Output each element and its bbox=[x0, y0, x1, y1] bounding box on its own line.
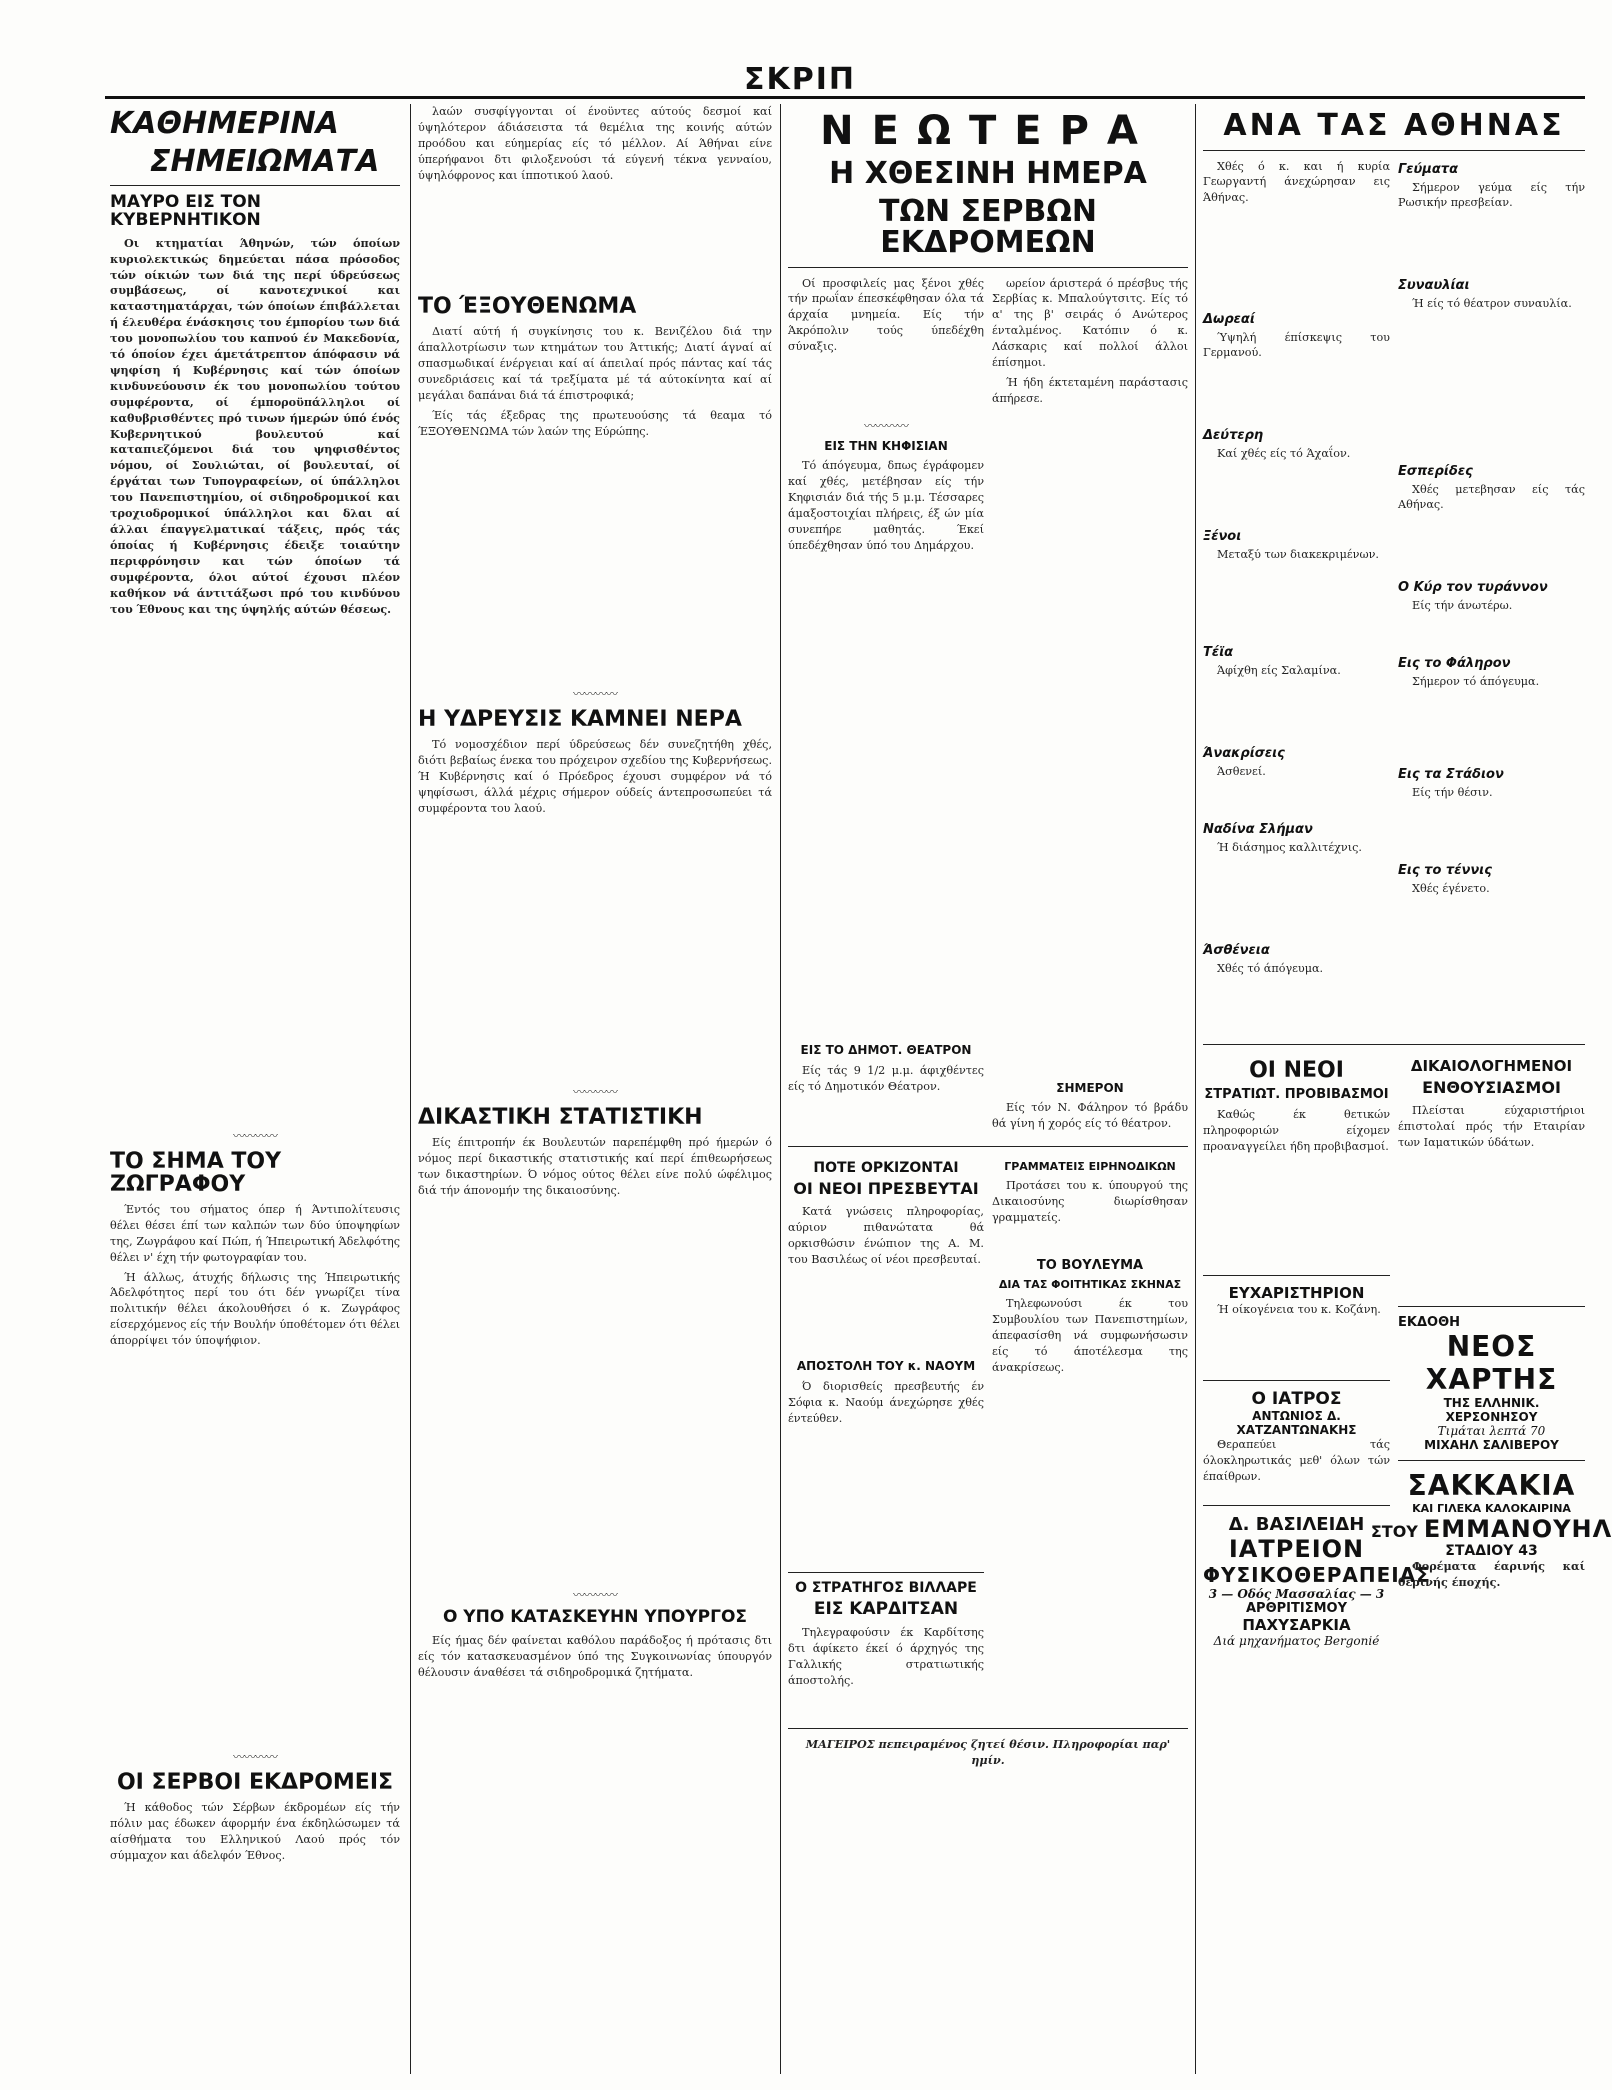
thanks-notice bbox=[1203, 1284, 1390, 1372]
map-ad bbox=[1398, 1315, 1585, 1452]
subheading: ΕΙΣ ΤΗΝ ΚΗΦΙΣΙΑΝ bbox=[824, 438, 948, 453]
article-body: Είς τόν Ν. Φάληρον τό βράδυ θά γίνη ή χορός είς τό θέατρον. bbox=[992, 1101, 1188, 1130]
item-body: Ύψηλή έπίσκεψις του Γερμανού. bbox=[1203, 330, 1390, 360]
headline: Ο ΣΤΡΑΤΗΓΟΣ ΒΙΛΛΑΡΕ bbox=[795, 1579, 977, 1596]
divider bbox=[1203, 1380, 1390, 1381]
coats-body: Φορέματα έαρινής καί θερινής έποχής. bbox=[1398, 1559, 1585, 1589]
item-heading: Δωρεαί bbox=[1203, 311, 1255, 327]
article-heading: ΤΟ ΈΞΟΥΘΕΝΩΜΑ bbox=[418, 294, 637, 319]
item-body: Είς τήν άνωτέρω. bbox=[1412, 598, 1513, 612]
divider bbox=[788, 267, 1188, 268]
map-publisher: ΜΙΧΑΗΛ ΣΑΛΙΒΕΡΟΥ bbox=[1424, 1438, 1559, 1453]
column-3 bbox=[788, 104, 1188, 2074]
headline: ΤΩΝ ΣΕΡΒΩΝ ΕΚΔΡΟΜΕΩΝ bbox=[879, 193, 1097, 260]
clinic-owner: Δ. ΒΑΣΙΛΕΙΔΗ bbox=[1228, 1514, 1365, 1536]
item-heading: Εις το Φάληρον bbox=[1398, 655, 1511, 671]
headline: ΔΙΚΑΙΟΛΟΓΗΜΕΝΟΙ bbox=[1410, 1056, 1573, 1075]
item-heading: Γεύματα bbox=[1398, 161, 1459, 177]
separator-ornament: 〰〰〰〰 bbox=[232, 1749, 277, 1764]
article-body: Τό άπόγευμα, δπως έγράφομεν καί χθές, μετέβησαν είς τήν Κηφισιάν διά τής 5 μ.μ. Τέσσαρες άμαξοστοιχίαι πλήρεις, έξ ών μία συνεπήρε μαθητάς. Έκεί ύπεδέχθησαν ύπό του Δημάρχου. bbox=[788, 459, 984, 552]
shop-address: ΣΤΑΔΙΟΥ 43 bbox=[1445, 1543, 1538, 1560]
column-separator bbox=[1195, 104, 1196, 2074]
article-body: λαών συσφίγγονται οί ένοϋντες αύτούς δεσμοί καί ύψηλότερον άδιάσειστα τά θεμέλια της κοινής αύτών προόδου και εύημερίας είς τό μέλλον. Αί Άθήναι είνε ύπερήφανοι δτι φιλοξενούσι τά εύγενή τέκνα γενναίου, ύψηλόφρονος και ίπποτικού λαού. bbox=[418, 105, 772, 182]
headline: ΟΙ ΝΕΟΙ ΠΡΕΣΒΕΥΤΑΙ bbox=[793, 1179, 979, 1199]
thanks-body: Ή οίκογένεια του κ. Κοζάνη. bbox=[1217, 1303, 1381, 1317]
doctor-body: Θεραπεύει τάς όλοκληρωτικάς μεθ' όλων τών έπαίθρων. bbox=[1203, 1438, 1390, 1484]
item-heading: Δεύτερη bbox=[1203, 427, 1264, 443]
separator-ornament: 〰〰〰〰 bbox=[572, 687, 617, 702]
coats-ad bbox=[1370, 1469, 1612, 1679]
article-body: Χθές ό κ. και ή κυρία Γεωργαντή άνεχώρησαν εις Άθήνας. bbox=[1203, 159, 1390, 205]
article-body: Διατί αύτή ή συγκίνησις του κ. Βενιζέλου διά την άπαλλοτρίωσιν των κτημάτων του Άττικής; Διατί άγναί αί σπασμωδικαί ένέργειαι καί αί άπειλαί πρός πάντας καί τάς συνεδριάσεις καί τά τρεξίματα μέ τά αύτοκίνητα καί αί μεγάλαι δαπάναι διά τά έπιστροφικά; Έίς τάς έξεδρας της πρωτευούσης τά θεαμα τό ΈΞΟΥΘΕΝΩΜΑ τών λαών της Εύρώπης. bbox=[418, 325, 772, 438]
clinic-subtitle: ΦΥΣΙΚΟΘΕΡΑΠΕΙΑΣ bbox=[1203, 1563, 1431, 1588]
clinic-item: ΑΡΘΡΙΤΙΣΜΟΥ bbox=[1246, 1601, 1347, 1617]
headline: ΓΡΑΜΜΑΤΕΙΣ ΕΙΡΗΝΟΔΙΚΩΝ bbox=[1004, 1159, 1176, 1173]
clinic-item: ΠΑΧΥΣΑΡΚΙΑ bbox=[1242, 1616, 1351, 1635]
shop-at: ΣΤΟΥ bbox=[1370, 1522, 1418, 1542]
headline: ΑΠΟΣΤΟΛΗ ΤΟΥ κ. ΝΑΟΥΜ bbox=[796, 1359, 976, 1374]
item-heading: Ναδίνα Σλήμαν bbox=[1203, 821, 1313, 837]
divider bbox=[788, 1728, 1188, 1729]
masthead: ΣΚΡΙΠ bbox=[744, 62, 856, 97]
column-2 bbox=[418, 104, 772, 2074]
divider bbox=[1203, 1505, 1390, 1506]
headline: Η ΧΘΕΣΙΝΗ ΗΜΕΡΑ bbox=[829, 156, 1147, 191]
map-price: Τιμάται λεπτά 70 bbox=[1437, 1424, 1546, 1439]
doctor-ad bbox=[1203, 1389, 1390, 1497]
map-subtitle: ΤΗΣ ΕΛΛΗΝΙΚ. ΧΕΡΣΟΝΗΣΟΥ bbox=[1443, 1396, 1540, 1425]
headline: ΠΟΤΕ ΟΡΚΙΖΟΝΤΑΙ bbox=[813, 1159, 959, 1176]
item-heading: Εις τα Στάδιον bbox=[1398, 766, 1504, 782]
divider bbox=[1203, 150, 1585, 151]
item-body: Ή είς τό θέατρον συναυλία. bbox=[1412, 296, 1572, 310]
item-heading: Ξένοι bbox=[1203, 528, 1242, 544]
separator-ornament: 〰〰〰〰 bbox=[232, 1128, 277, 1143]
article-body: Τηλεφωνούσι έκ του Συμβουλίου των Πανεπιστημίων, άπεφασίσθη νά συμφωνήσωσιν είς τό άποτέλεσμα της άνακρίσεως. bbox=[992, 1297, 1188, 1375]
doctor-name: ΑΝΤΩΝΙΟΣ Δ. ΧΑΤΖΑΝΤΩΝΑΚΗΣ bbox=[1236, 1409, 1357, 1438]
item-body: Καί χθές είς τό Άχαΐον. bbox=[1217, 446, 1351, 460]
article-heading: Η ΥΔΡΕΥΣΙΣ ΚΑΜΝΕΙ ΝΕΡΑ bbox=[418, 707, 742, 733]
section-title-notes: ΣΗΜΕΙΩΜΑΤΑ bbox=[150, 143, 380, 179]
item-body: Σήμερον γεύμα είς τήν Ρωσικήν πρεσβείαν. bbox=[1398, 180, 1585, 210]
article-heading: ΤΟ ΣΗΜΑ ΤΟΥ ΖΩΓΡΑΦΟΥ bbox=[110, 1148, 282, 1197]
item-heading: Άνακρίσεις bbox=[1203, 745, 1285, 761]
headline: ΔΙΑ ΤΑΣ ΦΟΙΤΗΤΙΚΑΣ ΣΚΗΝΑΣ bbox=[998, 1277, 1182, 1291]
item-heading: Εις το τέννις bbox=[1398, 862, 1492, 878]
article-body: Οι κτηματίαι Άθηνών, τών όποίων κυριολεκτικώς δημεύεται πάσα πρόσοδος τών οίκιών των διά της περί ύδρεύσεως συμβάσεως, οί κανοτεχνικοί και καταστηματάρχαι, τών όποίων έπιβάλλεται ή έλευθέρα ένάσκησις του έμπορίου των διά του μονοπωλίου του καπνού έν Μακεδονία, τό όποίον έχει άμετάτρεπτον άπόφασιν νά ψηφίση ή Κυβέρνησις καί τών όποίων κινδυνεύουσιν έκ του μονοπωλίου τούτου συμφέροντα, οί έμποροϋπάλληλοι οί καθυβρισθέντες πρό τινων ήμερών ύπό ένός Κυβερνητικού βουλευτού καί καταπιεζόμενοι διά του ψηφισθέντος νόμου, οί Σουλιώται, οί βουλευταί, οί έργάται των Τυπογραφείων, οί ύπάλληλοι του Πανεπιστημίου, οί σιδηροδρομικοί και τροχιοδρομικοί ύπάλληλοι και δλαι αί άλλαι έπαγγελματικαί τάξεις, πρός τάς όποίας ή Κυβέρνησις έδειξε τοιαύτην περιφρόνησιν και τών όποίων τά συμφέροντα, όλοι αύτοί έχουσι πλέον καθήκον νά άντιτάξωσι πρό του κινδύνου του Έθνους και της ύψηλής αύτών θέσεως. bbox=[110, 235, 400, 616]
item-body: Χθές τό άπόγευμα. bbox=[1217, 961, 1324, 975]
column-4 bbox=[1203, 104, 1612, 2074]
section-title: ΑΝΑ ΤΑΣ ΑΘΗΝΑΣ bbox=[1223, 108, 1565, 143]
divider bbox=[1398, 1306, 1585, 1307]
doctor-title: Ο ΙΑΤΡΟΣ bbox=[1251, 1389, 1342, 1410]
clinic-address: 3 — Οδός Μασσαλίας — 3 bbox=[1208, 1587, 1385, 1602]
article-body: Τό νομοσχέδιον περί ύδρεύσεως δέν συνεζητήθη χθές, διότι βεβαίως ένεκα του πρόχειρον σχεδίου της Κυβερνήσεως. Ή Κυβέρνησις καί ό Πρόεδρος έχουσι συμφέρον νά τό ψηφίσωσι, άλλά μέχρις σήμερον ούδείς άντεπροσωπεύει τά συμφέροντα του λαού. bbox=[418, 738, 772, 815]
article-body: ωρείον άριστερά ό πρέσβυς τής Σερβίας κ. Μπαλούγτσιτς. Είς τό α' της β' σειράς ό Ανώτερος ένταλμένος. Κατόπιν ό κ. Λάσκαρις καί πολλοί άλλοι έπίσημοι. Ή ήδη έκτεταμένη παράστασις άπήρεσε. bbox=[992, 276, 1188, 405]
shop-name: ΕΜΜΑΝΟΥΗΛ bbox=[1423, 1515, 1612, 1544]
item-body: Είς τήν θέσιν. bbox=[1412, 785, 1493, 799]
top-rule bbox=[105, 96, 1585, 99]
article-heading: ΟΙ ΣΕΡΒΟΙ ΕΚΔΡΟΜΕΙΣ bbox=[116, 1769, 394, 1795]
divider bbox=[1203, 1275, 1390, 1276]
clinic-title: ΙΑΤΡΕΙΟΝ bbox=[1228, 1535, 1365, 1564]
article-body: Είς τάς 9 1/2 μ.μ. άφιχθέντες είς τό Δημοτικόν Θέατρον. bbox=[788, 1063, 984, 1093]
divider bbox=[110, 185, 400, 186]
item-heading: Άσθένεια bbox=[1203, 942, 1270, 958]
clinic-note: Διά μηχανήματος Bergonié bbox=[1213, 1634, 1380, 1649]
coats-title: ΣΑΚΚΑΚΙΑ bbox=[1407, 1469, 1576, 1503]
article-body: Προτάσει του κ. ύπουργού της Δικαιοσύνης διωρίσθησαν γραμματείς. bbox=[992, 1179, 1188, 1225]
article-body: Κατά γνώσεις πληροφορίας, αύριον πιθανώτατα θά ορκισθώσιν ένώπιον της Α. Μ. του Βασιλέως οί νέοι πρεσβευταί. bbox=[788, 1205, 984, 1266]
thanks-title: ΕΥΧΑΡΙΣΤΗΡΙΟΝ bbox=[1228, 1284, 1365, 1303]
news-banner: ΝΕΩΤΕΡΑ bbox=[820, 108, 1156, 154]
article-body: Ή κάθοδος τών Σέρβων έκδρομέων είς τήν πόλιν μας έδωκεν άφορμήν ένα έκδηλώσωμεν τά αίσθήματα του Ελληνικού Λαού πρός τόν σύμμαχον και άδελφόν Έθνος. bbox=[110, 1800, 400, 1862]
item-body: Μεταξύ των διακεκριμένων. bbox=[1217, 547, 1379, 561]
item-body: Χθές μετεβησαν είς τάς Αθήνας. bbox=[1398, 482, 1585, 512]
map-pub: ΕΚΔΟΘΗ bbox=[1398, 1315, 1460, 1331]
classified-ad: ΜΑΓΕΙΡΟΣ πεπειραμένος ζητεί θέσιν. Πληροφορίαι παρ' ημίν. bbox=[805, 1737, 1171, 1768]
subheading: ΣΗΜΕΡΟΝ bbox=[1056, 1080, 1124, 1095]
article-heading: ΜΑΥΡΟ ΕΙΣ ΤΟΝ ΚΥΒΕΡΝΗΤΙΚΟΝ bbox=[110, 192, 261, 230]
section-title-daily: ΚΑΘΗΜΕΡΙΝΑ bbox=[110, 106, 339, 141]
separator-ornament: 〰〰〰〰 bbox=[572, 1588, 617, 1603]
column-separator bbox=[410, 104, 411, 2074]
article-body: Είς ήμας δέν φαίνεται καθόλου παράδοξος ή πρότασις δτι είς τόν κατασκευασμένον ύπό της Συγκοινωνίας ύπουργόν θέλουσιν άναθέσει τά σιδηροδρομικά ζητήματα. bbox=[418, 1634, 772, 1679]
coats-subtitle: ΚΑΙ ΓΙΛΕΚΑ ΚΑΛΟΚΑΙΡΙΝΑ bbox=[1412, 1502, 1571, 1516]
item-body: Χθές έγένετο. bbox=[1412, 881, 1490, 895]
map-title: ΝΕΟΣ ΧΑΡΤΗΣ bbox=[1425, 1330, 1558, 1397]
item-body: Άφίχθη είς Σαλαμίνα. bbox=[1217, 663, 1341, 677]
subheading: ΕΙΣ ΤΟ ΔΗΜΟΤ. ΘΕΑΤΡΟΝ bbox=[800, 1043, 972, 1058]
headline: ΟΙ ΝΕΟΙ bbox=[1249, 1057, 1344, 1083]
article-body: Πλείσται εύχαριστήριοι έπιστολαί πρός τήν Εταιρίαν των Ιαματικών ύδάτων. bbox=[1398, 1104, 1585, 1149]
column-1 bbox=[110, 104, 400, 2074]
item-heading: Συναυλίαι bbox=[1398, 277, 1470, 293]
article-body: Ό διορισθείς πρεσβευτής έν Σόφια κ. Ναούμ άνεχώρησε χθές έντεύθεν. bbox=[788, 1379, 984, 1425]
divider bbox=[788, 1146, 1188, 1147]
article-body: Έντός του σήματος όπερ ή Άντιπολίτευσις θέλει θέσει έπί των καλπών των δύο ύποψηφίων της, Ζωγράφου καί Πώπ, ή Ήπειρωτική Άδελφότης θέλει ν' έχη τήν φωτογραφίαν του. Ή άλλως, άτυχής δήλωσις της Ήπειρωτικής Άδελφότητος περί του ότι δέν γνωρίζει τίνα πολιτικήν θέλει άκολουθήσει ό κ. Ζωγράφος είσερχόμενος είς τήν Βουλήν ύποθέτομεν ότι θέλει άπορρίψει τόν ύποψήφιον. bbox=[110, 1202, 400, 1348]
article-body: Τηλεγραφούσιν έκ Καρδίτσης δτι άφίκετο έκεί ό άρχηγός της Γαλλικής στρατιωτικής άποστολής. bbox=[788, 1626, 984, 1688]
separator-ornament: 〰〰〰〰 bbox=[572, 1085, 617, 1100]
separator-ornament: 〰〰〰〰 bbox=[863, 418, 908, 433]
column-separator bbox=[780, 104, 781, 2074]
article-heading: ΔΙΚΑΣΤΙΚΗ ΣΤΑΤΙΣΤΙΚΗ bbox=[418, 1105, 703, 1131]
item-heading: Ο Κύρ τον τυράννον bbox=[1398, 579, 1548, 595]
item-body: Σήμερον τό άπόγευμα. bbox=[1412, 674, 1540, 688]
item-heading: Εσπερίδες bbox=[1398, 463, 1473, 479]
divider bbox=[788, 1572, 984, 1573]
headline: ΕΝΘΟΥΣΙΑΣΜΟΙ bbox=[1422, 1078, 1561, 1098]
divider bbox=[1398, 1460, 1585, 1461]
article-heading: Ο ΥΠΟ ΚΑΤΑΣΚΕΥΗΝ ΥΠΟΥΡΓΟΣ bbox=[442, 1607, 748, 1628]
article-body: Οί προσφιλείς μας ξένοι χθές τήν πρωΐαν έπεσκέφθησαν όλα τά άρχαία μνημεία. Είς τήν Άκρόπολιν τούς ύπεδέχθη σύναξις. bbox=[788, 276, 984, 354]
item-body: Ή διάσημος καλλιτέχνις. bbox=[1217, 840, 1362, 854]
article-body: Είς έπιτροπήν έκ Βουλευτών παρεπέμφθη πρό ήμερών ό νόμος περί δικαστικής στατιστικής καί περί έπιθεωρήσεως των δικαστηρίων. Ό νόμος ούτος θέλει είνε πολύ ώφέλιμος διά τήν άπονομήν της δικαιοσύνης. bbox=[418, 1136, 772, 1197]
item-body: Άσθενεί. bbox=[1217, 764, 1266, 778]
headline: ΕΙΣ ΚΑΡΔΙΤΣΑΝ bbox=[813, 1599, 959, 1620]
divider bbox=[1203, 1044, 1585, 1045]
article-body: Καθώς έκ θετικών πληροφοριών είχομεν προαναγγείλει ήδη προβιβασμοί. bbox=[1203, 1108, 1390, 1154]
item-heading: Τέϊα bbox=[1203, 644, 1234, 660]
headline: ΣΤΡΑΤΙΩΤ. ΠΡΟΒΙΒΑΣΜΟΙ bbox=[1204, 1086, 1389, 1102]
headline: ΤΟ ΒΟΥΛΕΥΜΑ bbox=[1036, 1258, 1144, 1274]
